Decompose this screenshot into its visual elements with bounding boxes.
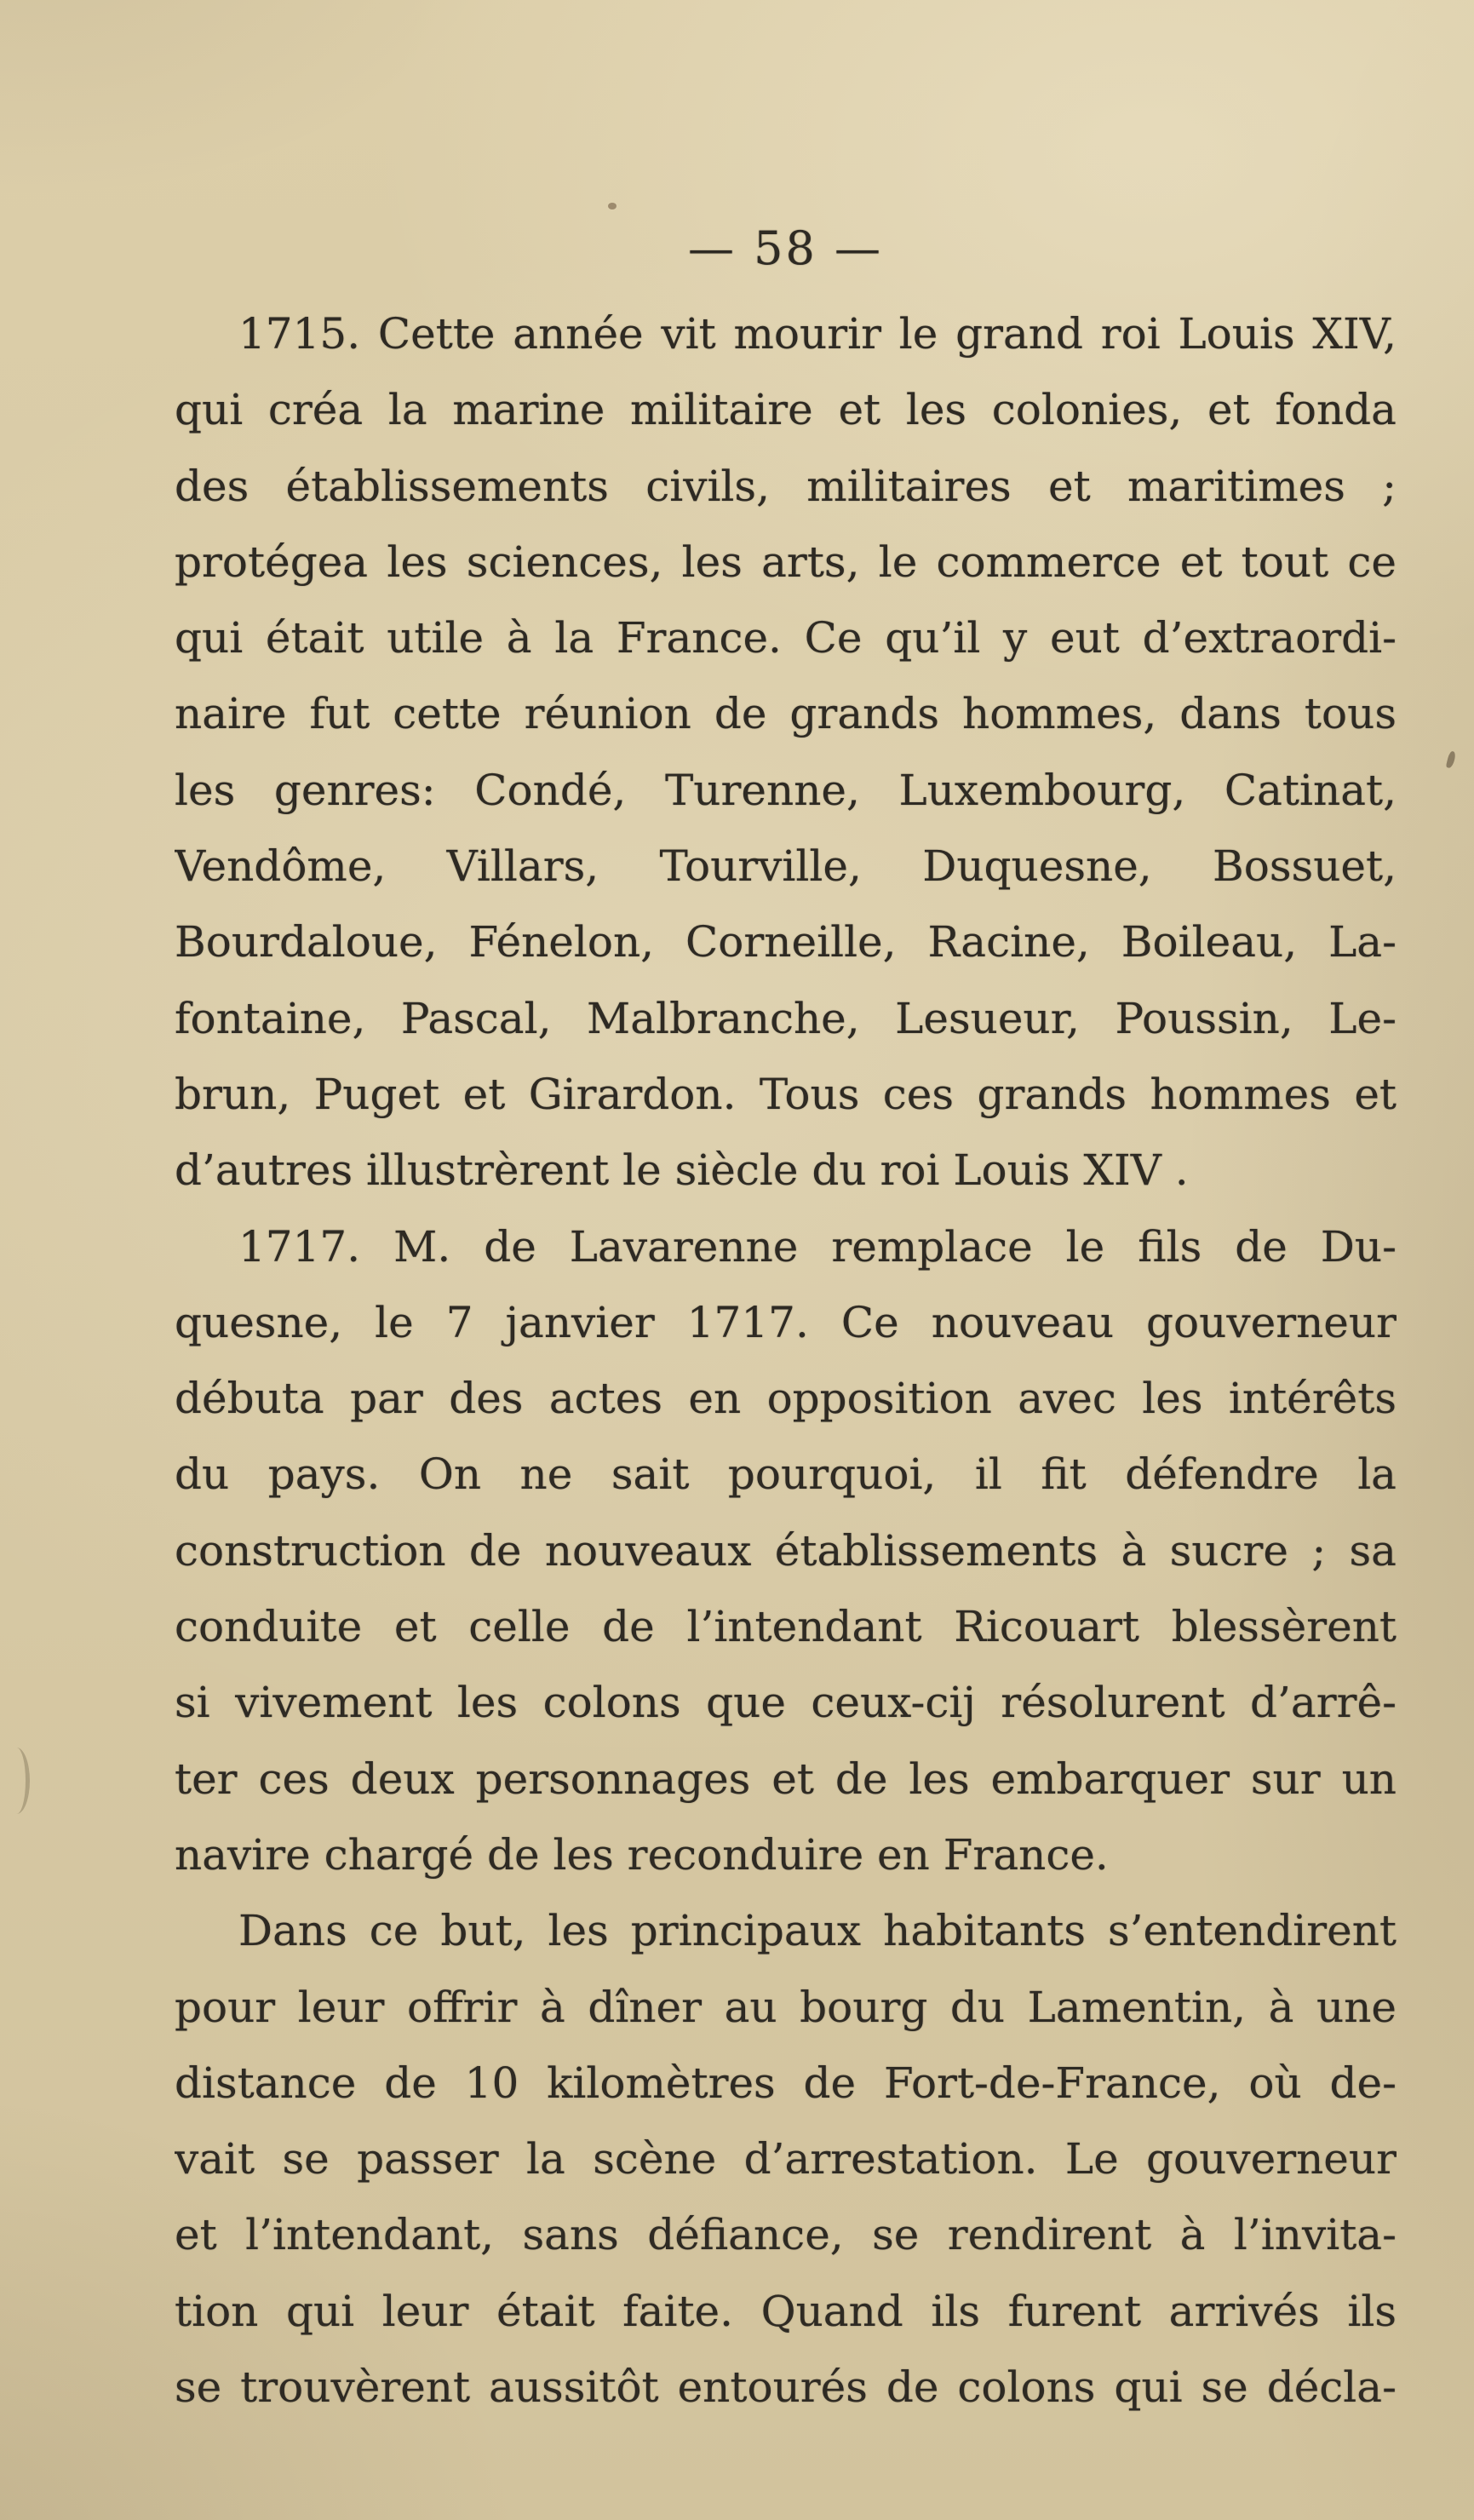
text-line: 1717. M. de Lavarenne remplace le fils de Du-	[238, 1221, 1397, 1271]
text-line: protégea les sciences, les arts, le commerce et tout ce	[175, 537, 1397, 587]
text-line: naire fut cette réunion de grands hommes, dans tous	[175, 689, 1397, 739]
body-text	[175, 296, 1397, 2425]
text-line: qui créa la marine militaire et les colonies, et fonda	[175, 385, 1397, 435]
text-line: du pays. On ne sait pourquoi, il fit défendre la	[175, 1449, 1397, 1500]
text-line: les genres: Condé, Turenne, Luxembourg, Catinat,	[175, 765, 1397, 815]
text-line: des établissements civils, militaires et maritimes ;	[175, 461, 1397, 511]
text-line: se trouvèrent aussitôt entourés de colons qui se décla-	[175, 2362, 1397, 2413]
text-line: Vendôme, Villars, Tourville, Duquesne, Bossuet,	[175, 841, 1397, 892]
text-line: distance de 10 kilomètres de Fort-de-France, où de-	[175, 2058, 1397, 2108]
text-line: quesne, le 7 janvier 1717. Ce nouveau gouverneur	[175, 1297, 1397, 1347]
text-line: fontaine, Pascal, Malbranche, Lesueur, Poussin, Le-	[175, 993, 1397, 1043]
text-line: 1715. Cette année vit mourir le grand roi Louis XIV,	[238, 309, 1397, 359]
scan-edge-mark	[3, 1748, 30, 1814]
text-line: d’autres illustrèrent le siècle du roi Louis XIV .	[175, 1145, 1189, 1196]
text-line: conduite et celle de l’intendant Ricouart blessèrent	[175, 1602, 1397, 1652]
text-line: si vivement les colons que ceux-cij résolurent d’arrê-	[175, 1678, 1397, 1728]
text-line: brun, Puget et Girardon. Tous ces grands hommes et	[175, 1069, 1397, 1119]
text-line: construction de nouveaux établissements à sucre ; sa	[175, 1525, 1397, 1576]
text-line: pour leur offrir à dîner au bourg du Lamentin, à une	[175, 1982, 1397, 2032]
text-line: débuta par des actes en opposition avec les intérêts	[175, 1374, 1397, 1424]
text-line: Dans ce but, les principaux habitants s’entendirent	[238, 1906, 1397, 1956]
text-line: ter ces deux personnages et de les embarquer sur un	[175, 1754, 1397, 1804]
page-number: — 58 —	[687, 221, 884, 275]
text-line: vait se passer la scène d’arrestation. Le gouverneur	[175, 2134, 1397, 2184]
text-line: navire chargé de les reconduire en France.	[175, 1829, 1109, 1880]
text-line: qui était utile à la France. Ce qu’il y eut d’extraordi-	[175, 613, 1397, 663]
ink-speck	[608, 203, 617, 210]
text-line: tion qui leur était faite. Quand ils furent arrivés ils	[175, 2286, 1397, 2336]
text-line: Bourdaloue, Fénelon, Corneille, Racine, Boileau, La-	[175, 917, 1397, 967]
text-line: et l’intendant, sans défiance, se rendirent à l’invita-	[175, 2210, 1397, 2260]
